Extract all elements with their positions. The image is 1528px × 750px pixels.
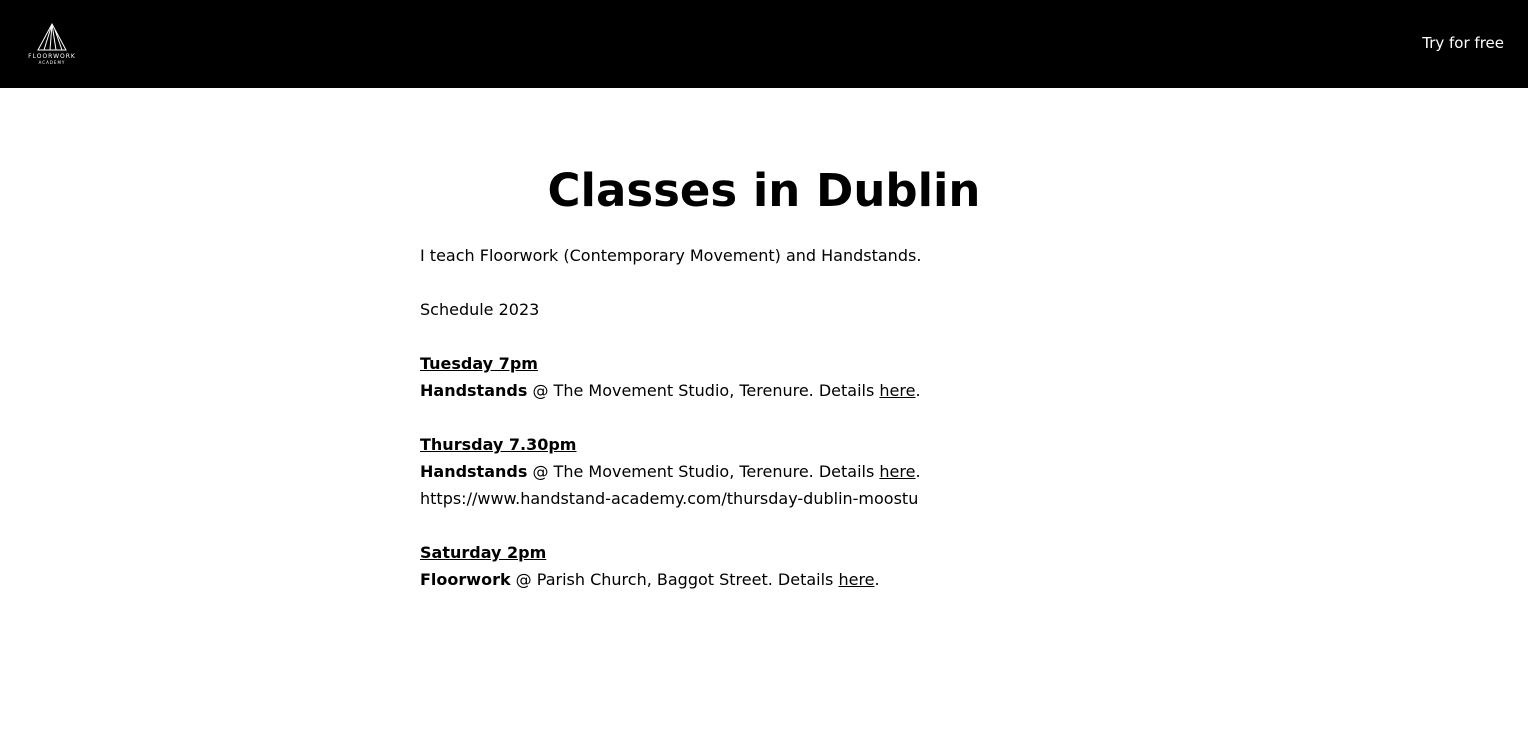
class-line-tuesday — [420, 377, 1110, 404]
details-link-saturday[interactable]: here — [838, 570, 875, 589]
spacer — [420, 323, 1110, 350]
period: . — [915, 381, 921, 400]
spacer — [420, 404, 1110, 431]
class-day-thursday: Thursday 7.30pm — [420, 435, 577, 454]
intro-text: I teach Floorwork (Contemporary Movement) and Handstands. — [420, 246, 922, 265]
period: . — [874, 570, 880, 589]
site-logo[interactable] — [22, 22, 82, 66]
logo-wordmark: FLOORWORK — [28, 53, 76, 60]
page-body — [420, 242, 1110, 593]
class-location: @ Parish Church, Baggot Street. Details — [510, 570, 839, 589]
site-header — [0, 0, 1528, 88]
try-for-free-link[interactable]: Try for free — [1422, 34, 1504, 52]
triangle-logo-icon — [22, 22, 82, 52]
details-link-thursday[interactable]: here — [879, 462, 916, 481]
class-url-thursday: https://www.handstand-academy.com/thursday-dublin-moostu — [420, 489, 919, 508]
spacer — [420, 512, 1110, 539]
period: . — [915, 462, 921, 481]
class-line-thursday — [420, 458, 1110, 485]
title-wrapper — [344, 158, 1184, 224]
class-name: Handstands — [420, 462, 528, 481]
class-line-saturday — [420, 566, 1110, 593]
class-location: @ The Movement Studio, Terenure. Details — [527, 462, 880, 481]
class-day-saturday: Saturday 2pm — [420, 543, 547, 562]
logo-subtitle: ACADEMY — [38, 60, 66, 65]
class-name: Floorwork — [420, 570, 511, 589]
class-location: @ The Movement Studio, Terenure. Details — [527, 381, 880, 400]
class-day-tuesday: Tuesday 7pm — [420, 354, 538, 373]
details-link-tuesday[interactable]: here — [879, 381, 916, 400]
page-title: Classes in Dublin — [547, 164, 981, 217]
schedule-heading: Schedule 2023 — [420, 300, 540, 319]
class-name: Handstands — [420, 381, 528, 400]
spacer — [420, 269, 1110, 296]
